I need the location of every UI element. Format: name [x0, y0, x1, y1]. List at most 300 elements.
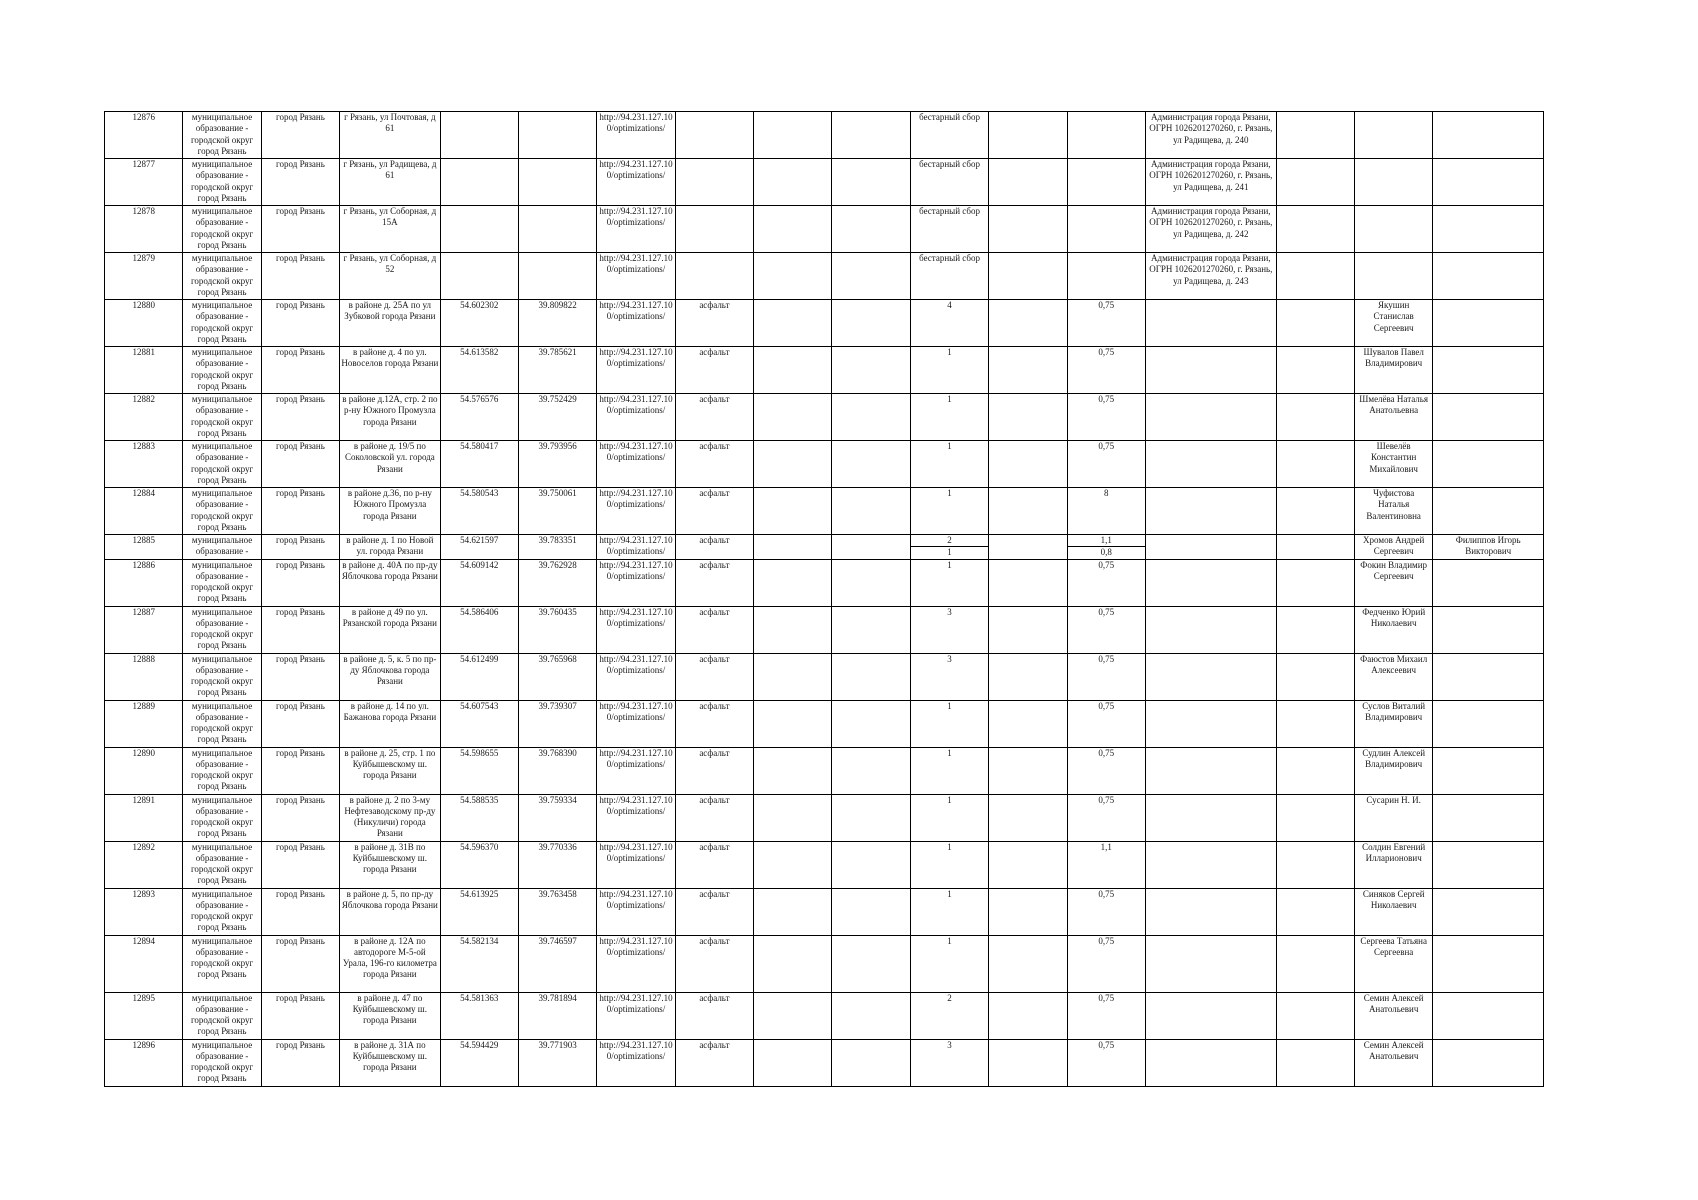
empty-cell-cell — [989, 700, 1067, 747]
surface-type-cell — [675, 159, 753, 206]
empty-cell-cell — [989, 794, 1067, 841]
municipality-cell: муниципальное образование - городской округ город Рязань — [183, 300, 261, 347]
responsible-person-cell: Якушин Станислав Сергеевич — [1354, 300, 1432, 347]
owner-info-cell — [1145, 992, 1276, 1039]
municipality-cell: муниципальное образование - городской округ город Рязань — [183, 253, 261, 300]
surface-type-cell: асфальт — [675, 535, 753, 560]
container-volume-cell: 0,75 — [1067, 653, 1145, 700]
empty-cell-cell — [1276, 935, 1354, 992]
empty-cell-cell — [1276, 535, 1354, 560]
empty-cell-cell — [989, 347, 1067, 394]
surface-type-cell: асфальт — [675, 394, 753, 441]
address-cell: в районе д. 12А по автодороге М-5-ой Урала, 196-го километра города Рязани — [340, 935, 440, 992]
empty-cell-cell — [989, 394, 1067, 441]
empty-cell-cell — [832, 206, 910, 253]
responsible-person-cell — [1354, 159, 1432, 206]
city-cell: город Рязань — [261, 441, 339, 488]
empty-cell-cell — [832, 559, 910, 606]
responsible-person-2-cell — [1433, 747, 1544, 794]
latitude-cell: 54.613925 — [440, 888, 518, 935]
empty-cell-cell — [754, 394, 832, 441]
registry-link-cell[interactable]: http://94.231.127.10 0/optimizations/ — [597, 394, 675, 441]
container-volume-cell: 8 — [1067, 488, 1145, 535]
city-cell: город Рязань — [261, 300, 339, 347]
responsible-person-2-cell — [1433, 253, 1544, 300]
city-cell: город Рязань — [261, 935, 339, 992]
registry-link-cell[interactable]: http://94.231.127.10 0/optimizations/ — [597, 841, 675, 888]
registry-link-cell[interactable]: http://94.231.127.10 0/optimizations/ — [597, 559, 675, 606]
empty-cell-cell — [754, 700, 832, 747]
owner-info-cell — [1145, 794, 1276, 841]
longitude-cell: 39.739307 — [518, 700, 596, 747]
owner-info-cell — [1145, 935, 1276, 992]
record-id-cell: 12894 — [105, 935, 183, 992]
empty-cell-cell — [1276, 794, 1354, 841]
empty-cell-cell — [832, 935, 910, 992]
container-info-cell: 1 — [910, 441, 988, 488]
address-cell: в районе д. 25А по ул Зубковой города Рязани — [340, 300, 440, 347]
latitude-cell — [440, 206, 518, 253]
responsible-person-cell: Чуфистова Наталья Валентиновна — [1354, 488, 1432, 535]
responsible-person-2-cell — [1433, 841, 1544, 888]
municipality-cell: муниципальное образование - городской округ город Рязань — [183, 606, 261, 653]
longitude-cell: 39.793956 — [518, 441, 596, 488]
table-row — [105, 112, 1544, 159]
container-info-cell: бестарный сбор — [910, 112, 988, 159]
container-info-cell: 2 — [910, 992, 988, 1039]
empty-cell-cell — [832, 300, 910, 347]
latitude-cell: 54.602302 — [440, 300, 518, 347]
container-volume-cell: 0,75 — [1067, 794, 1145, 841]
record-id-cell: 12880 — [105, 300, 183, 347]
record-id-cell: 12877 — [105, 159, 183, 206]
empty-cell-cell — [989, 1039, 1067, 1086]
record-id-cell: 12886 — [105, 559, 183, 606]
table-row — [105, 747, 1544, 794]
municipality-cell: муниципальное образование - городской округ город Рязань — [183, 1039, 261, 1086]
latitude-cell: 54.598655 — [440, 747, 518, 794]
empty-cell-cell — [989, 488, 1067, 535]
container-volume-cell: 1,1 — [1067, 841, 1145, 888]
owner-info-cell — [1145, 700, 1276, 747]
responsible-person-2-cell — [1433, 992, 1544, 1039]
address-cell: г Рязань, ул Соборная, д 52 — [340, 253, 440, 300]
responsible-person-cell: Семин Алексей Анатольевич — [1354, 1039, 1432, 1086]
empty-cell-cell — [754, 1039, 832, 1086]
owner-info-cell: Администрация города Рязани, ОГРН 1026201270260, г. Рязань, ул Радищева, д. 242 — [1145, 206, 1276, 253]
responsible-person-cell: Федченко Юрий Николаевич — [1354, 606, 1432, 653]
municipality-cell: муниципальное образование - городской округ город Рязань — [183, 559, 261, 606]
record-id-cell: 12887 — [105, 606, 183, 653]
longitude-cell: 39.783351 — [518, 535, 596, 560]
record-id-cell: 12881 — [105, 347, 183, 394]
empty-cell-cell — [754, 300, 832, 347]
empty-cell-cell — [754, 159, 832, 206]
municipality-cell: муниципальное образование - городской округ город Рязань — [183, 747, 261, 794]
empty-cell-cell — [832, 992, 910, 1039]
city-cell: город Рязань — [261, 488, 339, 535]
municipality-cell: муниципальное образование - городской округ город Рязань — [183, 394, 261, 441]
empty-cell-cell — [989, 653, 1067, 700]
registry-link-cell[interactable]: http://94.231.127.10 0/optimizations/ — [597, 300, 675, 347]
registry-link-cell[interactable]: http://94.231.127.10 0/optimizations/ — [597, 653, 675, 700]
longitude-cell: 39.781894 — [518, 992, 596, 1039]
surface-type-cell: асфальт — [675, 794, 753, 841]
record-id-cell: 12893 — [105, 888, 183, 935]
container-info-value-2: 1 — [911, 546, 988, 558]
responsible-person-cell: Судлин Алексей Владимирович — [1354, 747, 1432, 794]
responsible-person-2-cell — [1433, 1039, 1544, 1086]
empty-cell-cell — [989, 888, 1067, 935]
city-cell: город Рязань — [261, 1039, 339, 1086]
container-volume-cell: 0,75 — [1067, 992, 1145, 1039]
responsible-person-cell: Сусарин Н. И. — [1354, 794, 1432, 841]
surface-type-cell: асфальт — [675, 300, 753, 347]
longitude-cell: 39.746597 — [518, 935, 596, 992]
responsible-person-cell — [1354, 112, 1432, 159]
address-cell: в районе д. 4 по ул. Новоселов города Рязани — [340, 347, 440, 394]
responsible-person-2-cell — [1433, 488, 1544, 535]
empty-cell-cell — [1276, 253, 1354, 300]
empty-cell-cell — [832, 606, 910, 653]
empty-cell-cell — [989, 253, 1067, 300]
registry-link-cell[interactable]: http://94.231.127.10 0/optimizations/ — [597, 1039, 675, 1086]
container-info-cell: 3 — [910, 606, 988, 653]
surface-type-cell: асфальт — [675, 700, 753, 747]
table-row — [105, 1039, 1544, 1086]
empty-cell-cell — [1276, 606, 1354, 653]
empty-cell-cell — [832, 253, 910, 300]
responsible-person-2-cell — [1433, 347, 1544, 394]
empty-cell-cell — [754, 206, 832, 253]
table-row — [105, 794, 1544, 841]
owner-info-cell — [1145, 488, 1276, 535]
longitude-cell: 39.750061 — [518, 488, 596, 535]
table-row — [105, 992, 1544, 1039]
latitude-cell: 54.581363 — [440, 992, 518, 1039]
surface-type-cell: асфальт — [675, 747, 753, 794]
address-cell: в районе д. 40А по пр-ду Яблочкова города Рязани — [340, 559, 440, 606]
longitude-cell: 39.765968 — [518, 653, 596, 700]
latitude-cell — [440, 159, 518, 206]
address-cell: в районе д 49 по ул. Рязанской города Рязани — [340, 606, 440, 653]
table-row — [105, 394, 1544, 441]
empty-cell-cell — [832, 441, 910, 488]
empty-cell-cell — [754, 888, 832, 935]
address-cell: в районе д. 2 по 3-му Нефтезаводскому пр-ду (Никуличи) города Рязани — [340, 794, 440, 841]
surface-type-cell: асфальт — [675, 488, 753, 535]
longitude-cell: 39.759334 — [518, 794, 596, 841]
registry-link-cell[interactable]: http://94.231.127.10 0/optimizations/ — [597, 441, 675, 488]
empty-cell-cell — [754, 606, 832, 653]
city-cell: город Рязань — [261, 347, 339, 394]
longitude-cell: 39.809822 — [518, 300, 596, 347]
container-volume-value: 1,1 — [1100, 535, 1112, 545]
empty-cell-cell — [832, 159, 910, 206]
registry-link-cell[interactable]: http://94.231.127.10 0/optimizations/ — [597, 112, 675, 159]
responsible-person-cell: Синяков Сергей Николаевич — [1354, 888, 1432, 935]
longitude-cell: 39.768390 — [518, 747, 596, 794]
container-volume-cell: 0,75 — [1067, 441, 1145, 488]
empty-cell-cell — [1276, 488, 1354, 535]
responsible-person-cell: Суслов Виталий Владимирович — [1354, 700, 1432, 747]
record-id-cell: 12876 — [105, 112, 183, 159]
record-id-cell: 12896 — [105, 1039, 183, 1086]
registry-link-cell[interactable]: http://94.231.127.10 0/optimizations/ — [597, 935, 675, 992]
container-info-cell: 4 — [910, 300, 988, 347]
record-id-cell: 12878 — [105, 206, 183, 253]
city-cell: город Рязань — [261, 159, 339, 206]
owner-info-cell — [1145, 347, 1276, 394]
table-row — [105, 347, 1544, 394]
owner-info-cell — [1145, 888, 1276, 935]
empty-cell-cell — [1276, 888, 1354, 935]
empty-cell-cell — [754, 653, 832, 700]
container-volume-cell: 0,75 — [1067, 1039, 1145, 1086]
latitude-cell: 54.576576 — [440, 394, 518, 441]
record-id-cell: 12879 — [105, 253, 183, 300]
empty-cell-cell — [1276, 300, 1354, 347]
responsible-person-2-cell — [1433, 935, 1544, 992]
table-row — [105, 888, 1544, 935]
city-cell: город Рязань — [261, 253, 339, 300]
owner-info-cell: Администрация города Рязани, ОГРН 1026201270260, г. Рязань, ул Радищева, д. 241 — [1145, 159, 1276, 206]
responsible-person-2-cell — [1433, 700, 1544, 747]
record-id-cell: 12882 — [105, 394, 183, 441]
responsible-person-2-cell — [1433, 394, 1544, 441]
empty-cell-cell — [754, 488, 832, 535]
empty-cell-cell — [1276, 112, 1354, 159]
container-info-cell: 3 — [910, 653, 988, 700]
municipality-cell: муниципальное образование - городской округ город Рязань — [183, 206, 261, 253]
responsible-person-cell: Хромов Андрей Сергеевич — [1354, 535, 1432, 560]
owner-info-cell — [1145, 606, 1276, 653]
responsible-person-2-cell — [1433, 653, 1544, 700]
table-row — [105, 935, 1544, 992]
empty-cell-cell — [832, 888, 910, 935]
latitude-cell — [440, 253, 518, 300]
longitude-cell — [518, 253, 596, 300]
empty-cell-cell — [832, 488, 910, 535]
container-volume-cell: 0,75 — [1067, 747, 1145, 794]
empty-cell-cell — [754, 992, 832, 1039]
table-row — [105, 253, 1544, 300]
empty-cell-cell — [1276, 747, 1354, 794]
address-cell: в районе д. 1 по Новой ул. города Рязани — [340, 535, 440, 560]
record-id-cell: 12891 — [105, 794, 183, 841]
responsible-person-2-cell — [1433, 559, 1544, 606]
responsible-person-2-cell — [1433, 300, 1544, 347]
empty-cell-cell — [1276, 841, 1354, 888]
municipality-cell: муниципальное образование - городской округ город Рязань — [183, 159, 261, 206]
surface-type-cell: асфальт — [675, 606, 753, 653]
table-row — [105, 300, 1544, 347]
responsible-person-2-cell: Филиппов Игорь Викторович — [1433, 535, 1544, 560]
container-info-cell: 1 — [910, 559, 988, 606]
latitude-cell: 54.621597 — [440, 535, 518, 560]
empty-cell-cell — [1276, 653, 1354, 700]
address-cell: в районе д.36, по р-ну Южного Промузла города Рязани — [340, 488, 440, 535]
empty-cell-cell — [832, 653, 910, 700]
container-info-cell: 1 — [910, 747, 988, 794]
responsible-person-cell — [1354, 206, 1432, 253]
record-id-cell: 12895 — [105, 992, 183, 1039]
city-cell: город Рязань — [261, 394, 339, 441]
owner-info-cell — [1145, 1039, 1276, 1086]
container-volume-cell: 0,75 — [1067, 606, 1145, 653]
latitude-cell: 54.580417 — [440, 441, 518, 488]
address-cell: в районе д. 25, стр. 1 по Куйбышевскому ш. города Рязани — [340, 747, 440, 794]
municipality-cell: муниципальное образование - городской округ город Рязань — [183, 112, 261, 159]
container-info-cell: 1 — [910, 794, 988, 841]
empty-cell-cell — [1276, 992, 1354, 1039]
container-volume-cell — [1067, 112, 1145, 159]
responsible-person-cell: Шувалов Павел Владимирович — [1354, 347, 1432, 394]
empty-cell-cell — [1276, 206, 1354, 253]
empty-cell-cell — [832, 794, 910, 841]
empty-cell-cell — [989, 112, 1067, 159]
owner-info-cell — [1145, 394, 1276, 441]
empty-cell-cell — [754, 935, 832, 992]
registry-link-cell[interactable]: http://94.231.127.10 0/optimizations/ — [597, 794, 675, 841]
record-id-cell: 12884 — [105, 488, 183, 535]
registry-link-cell[interactable]: http://94.231.127.10 0/optimizations/ — [597, 992, 675, 1039]
city-cell: город Рязань — [261, 841, 339, 888]
address-cell: в районе д. 5, по пр-ду Яблочкова города Рязани — [340, 888, 440, 935]
registry-link-cell[interactable]: http://94.231.127.10 0/optimizations/ — [597, 253, 675, 300]
empty-cell-cell — [989, 841, 1067, 888]
registry-link-cell[interactable]: http://94.231.127.10 0/optimizations/ — [597, 206, 675, 253]
record-id-cell: 12888 — [105, 653, 183, 700]
longitude-cell — [518, 112, 596, 159]
empty-cell-cell — [754, 112, 832, 159]
registry-table-body — [105, 112, 1544, 1087]
empty-cell-cell — [989, 992, 1067, 1039]
container-volume-cell: 0,75 — [1067, 347, 1145, 394]
container-volume-cell — [1067, 253, 1145, 300]
empty-cell-cell — [832, 841, 910, 888]
container-volume-cell: 0,75 — [1067, 935, 1145, 992]
municipality-cell: муниципальное образование - городской округ город Рязань — [183, 488, 261, 535]
address-cell: г Рязань, ул Соборная, д 15А — [340, 206, 440, 253]
registry-link-cell[interactable]: http://94.231.127.10 0/optimizations/ — [597, 747, 675, 794]
city-cell: город Рязань — [261, 747, 339, 794]
container-info-cell: 1 — [910, 935, 988, 992]
container-info-cell — [910, 535, 988, 560]
address-cell: в районе д. 31В по Куйбышевскому ш. города Рязани — [340, 841, 440, 888]
registry-link-cell[interactable]: http://94.231.127.10 0/optimizations/ — [597, 159, 675, 206]
registry-link-cell[interactable]: http://94.231.127.10 0/optimizations/ — [597, 700, 675, 747]
surface-type-cell — [675, 112, 753, 159]
responsible-person-cell: Шевелёв Константин Михайлович — [1354, 441, 1432, 488]
municipality-cell: муниципальное образование - городской округ город Рязань — [183, 841, 261, 888]
registry-link-cell[interactable]: http://94.231.127.10 0/optimizations/ — [597, 888, 675, 935]
container-info-cell: 1 — [910, 841, 988, 888]
container-info-cell: бестарный сбор — [910, 253, 988, 300]
owner-info-cell — [1145, 535, 1276, 560]
latitude-cell: 54.586406 — [440, 606, 518, 653]
municipality-cell: муниципальное образование - городской округ город Рязань — [183, 888, 261, 935]
address-cell: в районе д. 47 по Куйбышевскому ш. города Рязани — [340, 992, 440, 1039]
empty-cell-cell — [1276, 441, 1354, 488]
empty-cell-cell — [989, 300, 1067, 347]
registry-link-cell[interactable]: http://94.231.127.10 0/optimizations/ — [597, 606, 675, 653]
owner-info-cell: Администрация города Рязани, ОГРН 1026201270260, г. Рязань, ул Радищева, д. 243 — [1145, 253, 1276, 300]
city-cell: город Рязань — [261, 794, 339, 841]
latitude-cell: 54.582134 — [440, 935, 518, 992]
table-row — [105, 488, 1544, 535]
city-cell: город Рязань — [261, 112, 339, 159]
table-row — [105, 206, 1544, 253]
responsible-person-2-cell — [1433, 794, 1544, 841]
empty-cell-cell — [832, 700, 910, 747]
empty-cell-cell — [989, 535, 1067, 560]
empty-cell-cell — [1276, 700, 1354, 747]
empty-cell-cell — [989, 935, 1067, 992]
address-cell: в районе д. 31А по Куйбышевскому ш. города Рязани — [340, 1039, 440, 1086]
surface-type-cell — [675, 206, 753, 253]
responsible-person-2-cell — [1433, 159, 1544, 206]
surface-type-cell: асфальт — [675, 992, 753, 1039]
municipality-cell: муниципальное образование - городской округ город Рязань — [183, 794, 261, 841]
empty-cell-cell — [754, 535, 832, 560]
surface-type-cell: асфальт — [675, 935, 753, 992]
latitude-cell — [440, 112, 518, 159]
record-id-cell: 12885 — [105, 535, 183, 560]
container-volume-value-2: 0,8 — [1068, 546, 1145, 558]
empty-cell-cell — [989, 159, 1067, 206]
registry-link-cell[interactable]: http://94.231.127.10 0/optimizations/ — [597, 488, 675, 535]
empty-cell-cell — [1276, 394, 1354, 441]
container-info-cell: 1 — [910, 347, 988, 394]
longitude-cell: 39.771903 — [518, 1039, 596, 1086]
longitude-cell — [518, 206, 596, 253]
registry-link-cell[interactable]: http://94.231.127.10 0/optimizations/ — [597, 535, 675, 560]
responsible-person-2-cell — [1433, 441, 1544, 488]
table-row — [105, 159, 1544, 206]
container-info-cell: 1 — [910, 700, 988, 747]
city-cell: город Рязань — [261, 606, 339, 653]
address-cell: в районе д.12А, стр. 2 по р-ну Южного Промузла города Рязани — [340, 394, 440, 441]
latitude-cell: 54.613582 — [440, 347, 518, 394]
container-info-cell: бестарный сбор — [910, 159, 988, 206]
municipality-cell: муниципальное образование - городской округ город Рязань — [183, 347, 261, 394]
owner-info-cell — [1145, 653, 1276, 700]
city-cell: город Рязань — [261, 992, 339, 1039]
owner-info-cell — [1145, 300, 1276, 347]
registry-link-cell[interactable]: http://94.231.127.10 0/optimizations/ — [597, 347, 675, 394]
empty-cell-cell — [832, 1039, 910, 1086]
longitude-cell: 39.770336 — [518, 841, 596, 888]
municipality-cell: муниципальное образование - городской округ город Рязань — [183, 441, 261, 488]
surface-type-cell: асфальт — [675, 559, 753, 606]
latitude-cell: 54.612499 — [440, 653, 518, 700]
owner-info-cell — [1145, 441, 1276, 488]
container-info-cell: 3 — [910, 1039, 988, 1086]
container-info-cell: 1 — [910, 488, 988, 535]
empty-cell-cell — [754, 347, 832, 394]
owner-info-cell — [1145, 747, 1276, 794]
city-cell: город Рязань — [261, 653, 339, 700]
empty-cell-cell — [832, 394, 910, 441]
container-info-cell: бестарный сбор — [910, 206, 988, 253]
latitude-cell: 54.588535 — [440, 794, 518, 841]
municipality-cell: муниципальное образование - городской округ город Рязань — [183, 700, 261, 747]
table-row — [105, 441, 1544, 488]
surface-type-cell: асфальт — [675, 653, 753, 700]
record-id-cell: 12892 — [105, 841, 183, 888]
empty-cell-cell — [832, 747, 910, 794]
